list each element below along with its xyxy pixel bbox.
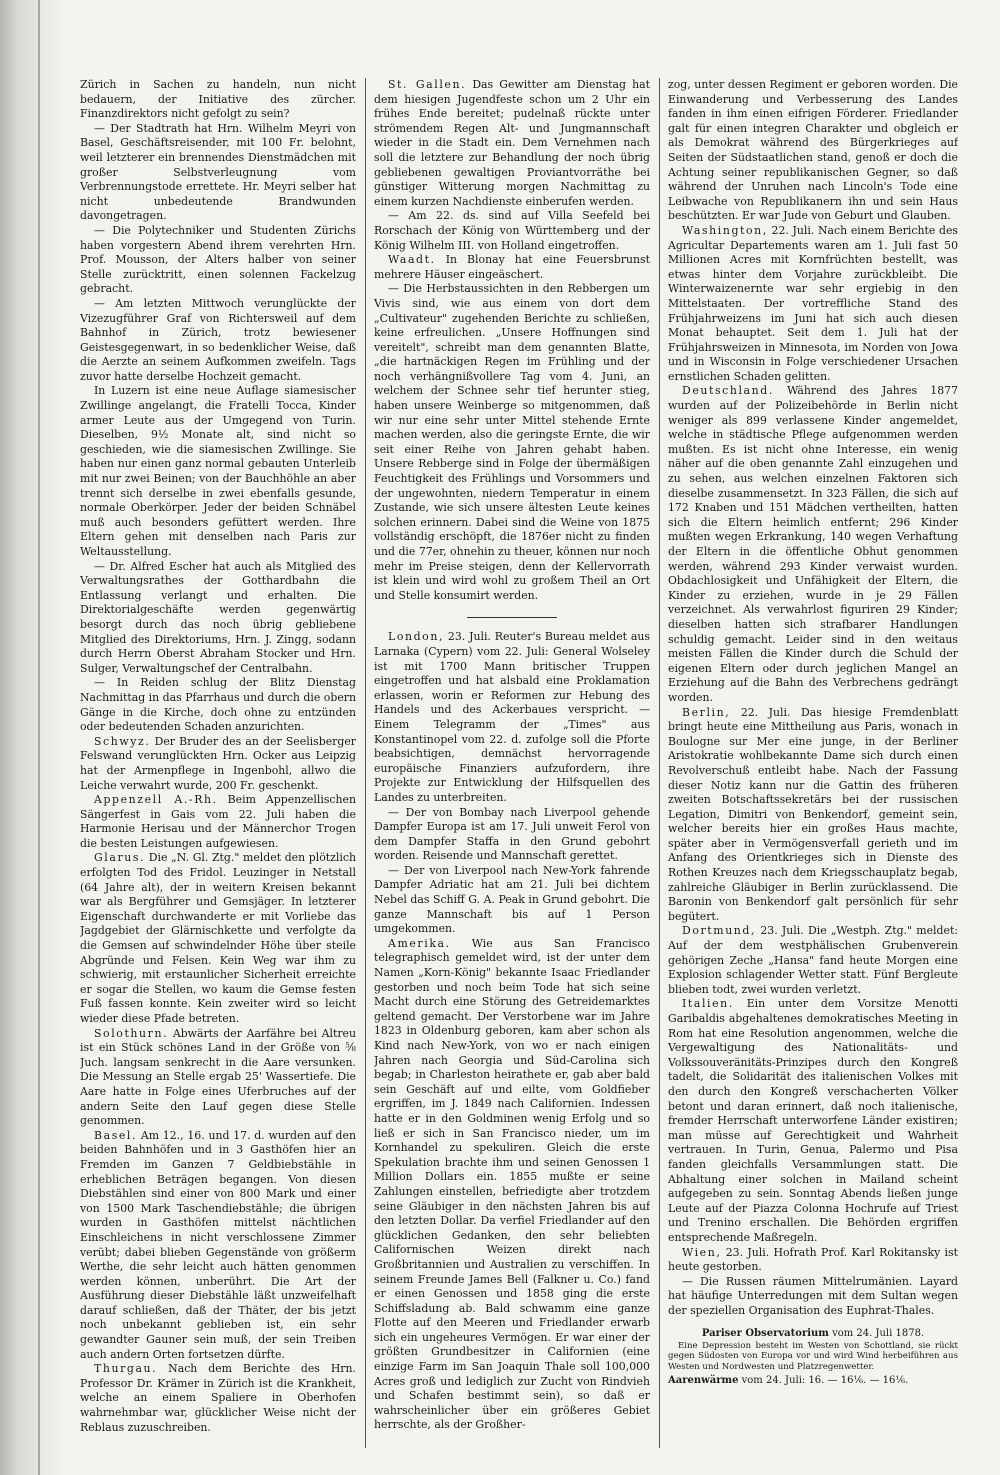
article-dateline: Deutschland. <box>682 384 774 398</box>
article-dateline: Solothurn. <box>94 1026 169 1040</box>
article-text: — Der von Liverpool nach New-York fahrende Dampfer Adriatic hat am 21. Juli bei dichtem Nebel das Schiff G. A. Peak in Grund gebohrt. Die ganze Mannschaft bis auf 1 Person umgekommen. <box>374 863 650 936</box>
article-text: Wie aus San Francisco telegraphisch gemeldet wird, ist der unter dem Namen „Korn-König" bekannte Isaac Friedlander gestorben und noch beim Tode hat sich seine Macht durch eine Störung des Getreidemarktes geltend gemacht. Der Verstorbene war im Jahre 1823 in Oldenburg geboren, kam aber schon als Kind nach New-York, von wo er nach einigen Jahren nach Georgia und Süd-Carolina sich begab; in Charleston heirathete er, gab aber bald sein Geschäft auf und eilte, vom Goldfieber ergriffen, im J. 1849 nach Californien. Indessen hatte er in den Goldminen wenig Erfolg und so ließ er sich in San Francisco nieder, um im Kornhandel zu spekuliren. Gleich die erste Spekulation brachte ihm und seinen Genossen 1 Million Dollars ein. 1855 mußte er seine Zahlungen einstellen, befriedigte aber trotzdem seine Gläubiger in den nächsten Jahren bis auf den letzten Dollar. Da verfiel Friedlander auf den glücklichen Gedanken, den sehr beliebten Californischen Weizen direkt nach Großbritannien und Australien zu verschiffen. In seinem Freunde James Bell (Falkner u. Co.) fand er einen Genossen und 1858 ging die erste Schiffsladung ab. Bald schwamm eine ganze Flotte auf den Meeren und Friedlander erwarb sich ein ungeheures Vermögen. Er war einer der größten Grundbesitzer in Californien (eine einzige Farm im San Joaquin Thale soll 100,000 Acres groß und lediglich zur Zucht von Rindvieh und Schafen bestimmt sein), so daß er wahrscheinlicher über ein größeres Gebiet herrschte, als der Großher- <box>374 936 650 1432</box>
newspaper-page <box>80 78 960 1448</box>
observatory-date: vom 24. Juli 1878. <box>832 1328 925 1340</box>
article-text: — Die Polytechniker und Studenten Zürichs haben vorgestern Abend ihrem verehrten Hrn. Prof. Mousson, der Alters halber von seiner Stelle zurücktritt, einen solennen Fackelzug gebracht. <box>80 223 356 296</box>
observatory-notice <box>668 1328 958 1388</box>
article-text: Am 12., 16. und 17. d. wurden auf den beiden Bahnhöfen und in 3 Gasthöfen hier an Fremden im Ganzen 7 Geldbiebstähle in erheblichen Beträgen begangen. Von diesen Diebstählen sind einer von 800 Mark und einer von 1500 Mark Taschendiebstähle; die übrigen wurden in Gasthöfen mittelst nächtlichen Einschleichens in nicht verschlossene Zimmer verübt; dabei blieben Gegenstände von größerm Werthe, die sehr leicht auch hätten genommen werden können, unberührt. Die Art der Ausführung dieser Diebstähle läßt unzweifelhaft darauf schließen, daß der Thäter, der bis jetzt noch unbekannt geblieben ist, ein sehr gewandter Gauner sein muß, der sein Treiben auch andern Orten fortsetzen dürfte. <box>80 1128 356 1361</box>
article-text: 22. Juli. Nach einem Berichte des Agricultar Departements waren am 1. Juli fast 50 Millionen Acres mit Kornfrüchten bestellt, was etwas hinter dem Vorjahre zurückbleibt. Die Winterwaizenernte war sehr ergiebig in den Mittelstaaten. Der vortreffliche Stand des Frühjahrweizens im Juni hat sich auch diesen Monat behauptet. Seit dem 1. Juli hat der Frühjahrsweizen in Minnesota, im Norden von Jowa und in Wisconsin in Folge verschiedener Ursachen ernstlichen Schaden gelitten. <box>668 223 958 383</box>
article-paragraph <box>80 676 356 734</box>
article-dateline: Waadt. <box>388 253 436 267</box>
article-paragraph <box>668 78 958 224</box>
article-paragraph <box>668 1275 958 1319</box>
article-paragraph <box>374 806 650 864</box>
article-paragraph <box>80 78 356 122</box>
column-2 <box>374 78 650 1448</box>
article-dateline: Wien, <box>682 1245 722 1259</box>
page-gutter <box>0 0 62 1475</box>
article-paragraph <box>668 706 958 925</box>
article-dateline: Schwyz. <box>94 734 151 748</box>
article-text: Die „N. Gl. Ztg." meldet den plötzlich erfolgten Tod des Fridol. Leuzinger in Netstall (64 Jahre alt), der in weitern Kreisen bekannt war als Bergführer und Gemsjäger. In letzterer Eigenschaft durchwanderte er mit Vorliebe das Jagdgebiet der Glärnischkette und verfolgte da die Gemsen auf schwindelnder Höhe über steile Abgründe und Felsen. Kein Weg war ihm zu schwierig, mit erstaunlicher Sicherheit erreichte er sogar die Stellen, wo kaum die Gemse festen Fuß fassen konnte. Kein zweiter wird so leicht wieder diese Pfade betreten. <box>80 851 356 1025</box>
article-paragraph <box>668 997 958 1245</box>
article-text: Abwärts der Aarfähre bei Altreu ist ein Stück schönes Land in der Größe von ⅝ Juch. langsam senkrecht in die Aare versunken. Die Messung an Stelle ergab 25' Wassertiefe. Die Aare hatte in Folge eines Uferbruches auf der andern Seite den Lauf gegen diese Stelle genommen. <box>80 1026 356 1128</box>
article-text: zog, unter dessen Regiment er geboren worden. Die Einwanderung und Verbesserung des Landes fanden in ihm einen eifrigen Förderer. Friedlander galt für einen integren Charakter und obgleich er als Demokrat während des Bürgerkrieges auf Seiten der Südstaatlichen stand, genoß er doch die Achtung seiner republikanischen Gegner, so daß während der Unruhen nach Lincoln's Tode eine Leibwache von Republikanern ihn und sein Haus beschützten. Er war Jude von Geburt und Glauben. <box>668 78 958 223</box>
article-paragraph <box>80 122 356 224</box>
article-paragraph <box>668 384 958 705</box>
article-text: 23. Juli. Reuter's Bureau meldet aus Larnaka (Cypern) vom 22. Juli: General Wolseley ist mit 1700 Mann britischer Truppen eingetroffen und hat alsbald eine Proklamation erlassen, worin er Reformen zur Hebung des Handels und des Ackerbaues verspricht. — Einem Telegramm der „Times" aus Konstantinopel vom 22. d. zufolge soll die Pforte beabsichtigen, demnächst hervorragende europäische Finanziers aufzufordern, ihre Projekte zur Entwicklung der Hilfsquellen des Landes zu unterbreiten. <box>374 630 650 804</box>
column-rule-1 <box>365 78 366 1448</box>
column-3-articles <box>668 78 958 1318</box>
article-paragraph <box>80 224 356 297</box>
article-paragraph <box>374 209 650 253</box>
article-dateline: Italien. <box>682 997 734 1011</box>
article-dateline: Glarus. <box>94 851 146 865</box>
article-paragraph <box>374 78 650 209</box>
article-paragraph <box>668 224 958 385</box>
article-text: Während des Jahres 1877 wurden auf der Polizeibehörde in Berlin nicht weniger als 899 verlassene Kinder angemeldet, welche in städtische Pflege aufgenommen werden mußten. Es ist nicht ohne Interesse, ein wenig näher auf die oben genannte Zahl einzugehen und zu sehen, aus welchen einzelnen Faktoren sich dieselbe zusammensetzt. In 323 Fällen, die sich auf 172 Knaben und 151 Mädchen vertheilten, hatten sich die Eltern heimlich entfernt; 296 Kinder mußten wegen Erkrankung, 140 wegen Verhaftung der Eltern in die öffentliche Obhut genommen werden, während 293 Kinder verwaist wurden. Obdachlosigkeit und Unfähigkeit der Eltern, die Kinder zu erziehen, wurde in je 29 Fällen verzeichnet. Als verwahrlost figuriren 29 Kinder; dieselben hatten sich strafbarer Handlungen schuldig gemacht. Leider sind in den weitaus meisten Fällen die Kinder durch die Schuld der eigenen Eltern oder durch jeglichen Mangel an Erziehung auf die Bahn des Verbrechens gedrängt worden. <box>668 384 958 704</box>
article-text: — Am letzten Mittwoch verunglückte der Vizezugführer Graf von Richtersweil auf dem Bahnhof in Zürich, trotz bewiesener Geistesgegenwart, in so bedenklicher Weise, daß die Aerzte an seinem Aufkommen zweifeln. Tags zuvor hatte derselbe Hochzeit gemacht. <box>80 296 356 383</box>
column-1 <box>80 78 356 1448</box>
article-dateline: Appenzell A.-Rh. <box>94 793 218 807</box>
article-paragraph <box>80 384 356 559</box>
article-text: — In Reiden schlug der Blitz Dienstag Nachmittag in das Pfarrhaus und durch die obern Gänge in die Kirche, doch ohne zu entzünden oder bedeutenden Schaden anzurichten. <box>80 676 356 734</box>
article-text: — Der von Bombay nach Liverpool gehende Dampfer Europa ist am 17. Juli unweit Ferol von dem Dampfer Staffa in den Grund gebohrt worden. Reisende und Mannschaft gerettet. <box>374 805 650 863</box>
article-paragraph <box>374 864 650 937</box>
article-dateline: Washington, <box>682 223 768 237</box>
article-text: Beim Appenzellischen Sängerfest in Gais vom 22. Juli haben die Harmonie Herisau und der Männerchor Trogen die besten Leistungen aufgewiesen. <box>80 793 356 850</box>
column-rule-2 <box>659 78 660 1448</box>
article-text: — Der Stadtrath hat Hrn. Wilhelm Meyri von Basel, Geschäftsreisender, mit 100 Fr. belohnt, weil letzterer ein brennendes Dienstmädchen mit großer Selbstverleugnung vom Verbrennungstode errettete. Hr. Meyri selber hat nicht unbedeutende Brandwunden davongetragen. <box>80 121 356 223</box>
article-text: Zürich in Sachen zu handeln, nun nicht bedauern, der Initiative des zürcher. Finanzdirektors nicht gefolgt zu sein? <box>80 78 356 121</box>
article-paragraph <box>668 1246 958 1275</box>
article-text: 23. Juli. Die „Westph. Ztg." meldet: Auf der dem westphälischen Grubenverein gehörigen Zeche „Hansa" fand heute Morgen eine Explosion schlagender Wetter statt. Fünf Bergleute blieben todt, zwei wurden verletzt. <box>668 924 958 996</box>
column-3 <box>668 78 958 1448</box>
article-paragraph <box>374 282 650 603</box>
water-temperature-label: Aarenwärme <box>668 1375 739 1387</box>
article-text: Ein unter dem Vorsitze Menotti Garibaldis abgehaltenes demokratisches Meeting in Rom hat eine Resolution angenommen, welche die Vergewaltigung des Nationalitäts- und Volkssouveränitäts-Prinzipes durch den Kongreß tadelt, die Solidarität des italienischen Volkes mit den durch den Kongreß verschacherten Völker betont und daran erinnert, daß noch italienische, fremder Herrschaft unterworfene Länder existiren; man müsse auf Gerechtigkeit und Wahrheit vertrauen. In Turin, Genua, Palermo und Pisa fanden gleichfalls Versammlungen statt. Die Abhaltung einer solchen in Mailand scheint aufgegeben zu sein. Sonntag Abends ließen junge Leute auf der Piazza Colonna Hochrufe auf Triest und Trenino erschallen. Die Behörden ergriffen entsprechende Maßregeln. <box>668 997 958 1244</box>
article-paragraph <box>374 253 650 282</box>
article-text: Das Gewitter am Dienstag hat dem hiesigen Jugendfeste schon um 2 Uhr ein frühes Ende bereitet; pudelnaß rückte unter strömendem Regen Alt- und Jungmannschaft wieder in die Stadt ein. Dem Vernehmen nach soll die letztere zur Behandlung der noch übrig gebliebenen gewaltigen Proviantvorräthe bei günstiger Witterung morgen Nachmittag zu einem kurzen Nachdienste einberufen werden. <box>374 78 650 208</box>
article-paragraph <box>80 1362 356 1435</box>
section-separator <box>467 617 557 618</box>
article-paragraph <box>374 937 650 1433</box>
article-text: 22. Juli. Das hiesige Fremdenblatt bringt heute eine Mittheilung aus Paris, wonach in Boulogne sur Mer eine junge, in der Berliner Aristokratie wohlbekannte Dame sich durch einen Revolverschuß entleibt habe. Nach der Fassung dieser Notiz kann nur die Gattin des früheren zweiten Botschaftssekretärs bei der russischen Legation, Dimitri von Benkendorf, gemeint sein, welcher bereits hier ein großes Haus machte, später aber in Vermögensverfall gerieth und im Anfang des Orientkrieges sich in Dienste des Rothen Kreuzes nach dem Kriegsschauplatz begab, zahlreiche Gläubiger in Berlin zurücklassend. Die Baronin von Benkendorf galt persönlich für sehr begütert. <box>668 705 958 923</box>
article-text: — Die Russen räumen Mittelrumänien. Layard hat häufige Unterredungen mit dem Sultan wegen der speziellen Organisation des Euphrat-Thales. <box>668 1274 958 1317</box>
article-text: In Blonay hat eine Feuersbrunst mehrere Häuser eingeäschert. <box>374 253 650 281</box>
observatory-heading <box>668 1328 958 1341</box>
article-text: Der Bruder des an der Seelisberger Felswand verunglückten Hrn. Ocker aus Leipzig hat der Armenpflege in Ingenbohl, allwo die Leiche verwahrt wurde, 200 Fr. geschenkt. <box>80 734 356 792</box>
article-dateline: St. Gallen. <box>388 78 467 91</box>
article-dateline: Thurgau. <box>94 1362 158 1376</box>
article-text: — Die Herbstaussichten in den Rebbergen um Vivis sind, wie aus einem von dort dem „Cultivateur" zugehenden Berichte zu schließen, keine erfreulichen. „Unsere Hoffnungen sind vereitelt", schreibt man dem genannten Blatte, „die hartnäckigen Regen im Frühling und der noch verhängnißvollere Tag vom 4. Juni, an welchem der Schnee sehr tief herunter stieg, haben unsere Weinberge so mitgenommen, daß wir nur eine sehr unter Mittel stehende Ernte machen werden, also die geringste Ernte, die wir seit einer Reihe von Jahren gehabt haben. Unsere Rebberge sind in Folge der übermäßigen Feuchtigkeit des Frühlings und Vorsommers und der ungewohnten, niedern Temperatur in einem Zustande, wie sich unsere ältesten Leute keines solchen erinnern. Dabei sind die Weine von 1875 vollständig erschöpft, die 1876er nicht zu finden und die 77er, ohnehin zu theuer, können nur noch mehr im Preise steigen, denn der Kellervorrath ist klein und wird wohl zu großem Theil an Ort und Stelle konsumirt werden. <box>374 282 650 602</box>
article-paragraph <box>80 735 356 793</box>
column-2-foreign-news <box>374 630 650 1433</box>
article-paragraph <box>80 1027 356 1129</box>
observatory-title: Pariser Observatorium <box>701 1328 829 1340</box>
water-temperature-values: vom 24. Juli: 16. — 16⅙. — 16⅙. <box>741 1375 909 1387</box>
article-dateline: London, <box>388 630 445 644</box>
article-text: Nach dem Berichte des Hrn. Professor Dr. Krämer in Zürich ist die Krankheit, welche an einem Spaliere in Oberhofen wahrnehmbar war, glücklicher Weise nicht der Reblaus zuzuschreiben. <box>80 1362 356 1434</box>
article-dateline: Basel. <box>94 1128 138 1142</box>
article-paragraph <box>80 851 356 1026</box>
article-paragraph <box>668 924 958 997</box>
binding-edge <box>38 0 40 1475</box>
article-paragraph <box>374 630 650 805</box>
article-dateline: Dortmund, <box>682 924 757 938</box>
article-text: — Am 22. ds. sind auf Villa Seefeld bei Rorschach der König von Württemberg und der König Wilhelm III. von Holland eingetroffen. <box>374 209 650 252</box>
article-text: — Dr. Alfred Escher hat auch als Mitglied des Verwaltungsrathes der Gotthardbahn die Entlassung verlangt und erhalten. Die Direktorialgeschäfte werden gegenwärtig besorgt durch das noch übrig gebliebene Mitglied des Direktoriums, Hrn. J. Zingg, sodann durch Herrn Oberst Abraham Stocker und Hrn. Sulger, Verwaltungschef der Centralbahn. <box>80 559 356 675</box>
column-2-swiss-news <box>374 78 650 603</box>
water-temperature <box>668 1375 958 1388</box>
article-text: 23. Juli. Hofrath Prof. Karl Rokitansky ist heute gestorben. <box>668 1245 958 1274</box>
article-paragraph <box>80 1129 356 1363</box>
article-text: In Luzern ist eine neue Auflage siamesischer Zwillinge angelangt, die Fratelli Tocca, Kinder armer Leute aus der Umgegend von Turin. Dieselben, 9½ Monate alt, sind nicht so geschieden, wie die siamesischen Zwillinge. Sie haben nur einen ganz normal gebauten Unterleib mit nur zwei Beinen; von der Bauchhöhle an aber trennt sich derselbe in zwei ebenfalls gesunde, normale Oberkörper. Jeder der beiden Schnäbel muß auch besonders gefüttert werden. Ihre Eltern gehen mit denselben nach Paris zur Weltausstellung. <box>80 384 356 558</box>
article-dateline: Amerika. <box>388 936 451 950</box>
article-paragraph <box>80 297 356 385</box>
observatory-forecast: Eine Depression besteht im Westen von Schottland, sie rückt gegen Südosten von Europa vor und wird Wind herbeiführen aus Westen und Nordwesten und Platzregenwetter. <box>668 1340 958 1372</box>
article-paragraph <box>80 793 356 851</box>
article-paragraph <box>80 560 356 677</box>
article-dateline: Berlin, <box>682 705 731 719</box>
